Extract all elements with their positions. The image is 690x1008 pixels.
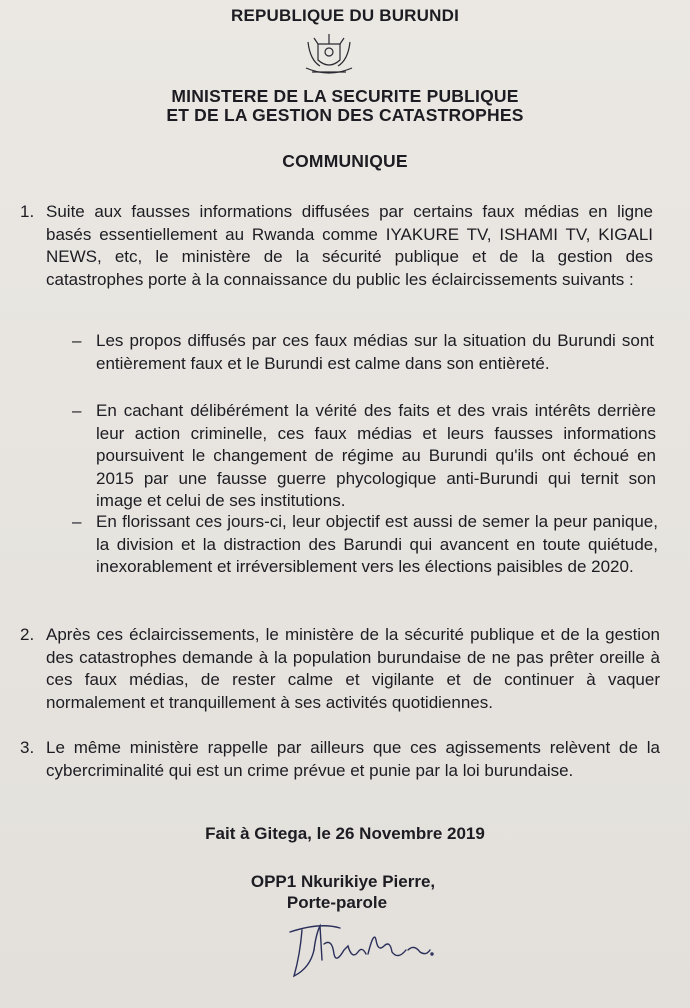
country-heading: REPUBLIQUE DU BURUNDI [230, 6, 460, 25]
bullet-dash: – [72, 331, 82, 350]
item-number: 3. [20, 738, 35, 757]
bullet-text: En cachant délibérément la vérité des faits et des vrais intérêts derrière leur action criminelle, ces faux médias et leurs fausses informations poursuivent le changement de régime au Burundi qu'ils ont échoué en 2015 par une fausse guerre phycologique anti-Burundi qui ternit son image et celui de ses institutions. [96, 401, 656, 510]
handwritten-signature-icon [280, 910, 440, 990]
item-number: 1. [20, 202, 35, 221]
bullet-dash: – [72, 401, 82, 420]
item-number: 2. [20, 625, 35, 644]
ministry-heading-line2: ET DE LA GESTION DES CATASTROPHES [166, 105, 524, 125]
bullet-text: En florissant ces jours-ci, leur objectif est aussi de semer la peur panique, la division et la distraction des Barundi qui avancent en toute quiétude, inexorablement et irréversiblement vers les élections paisibles de 2020. [96, 512, 658, 576]
bullet-dash: – [72, 512, 82, 531]
ministry-heading-line1: MINISTERE DE LA SECURITE PUBLIQUE [171, 86, 519, 106]
coat-of-arms-icon [300, 30, 358, 80]
signatory-role: Porte-parole [286, 893, 388, 912]
item-text: Après ces éclaircissements, le ministère de la sécurité publique et de la gestion des catastrophes demande à la population burundaise de ne pas prêter oreille à ces faux médias, de rester calme et vigilante et de continuer à vaquer normalement et tranquillement à ses activités quotidiennes. [46, 625, 660, 712]
signatory-name: OPP1 Nkurikiye Pierre, [250, 872, 436, 891]
item-text: Le même ministère rappelle par ailleurs que ces agissements relèvent de la cybercriminalité qui est un crime prévue et punie par la loi burundaise. [46, 738, 660, 780]
item-text: Suite aux fausses informations diffusées par certains faux médias en ligne basés essentiellement au Rwanda comme IYAKURE TV, ISHAMI TV, KIGALI NEWS, etc, le ministère de la sécurité publique et de la gestion des catastrophes porte à la connaissance du public les éclaircissements suivants : [46, 202, 653, 289]
document-type-heading: COMMUNIQUE [282, 151, 408, 171]
bullet-text: Les propos diffusés par ces faux médias sur la situation du Burundi sont entièrement faux et le Burundi est calme dans son entièreté. [96, 331, 654, 373]
place-and-date: Fait à Gitega, le 26 Novembre 2019 [205, 824, 485, 843]
